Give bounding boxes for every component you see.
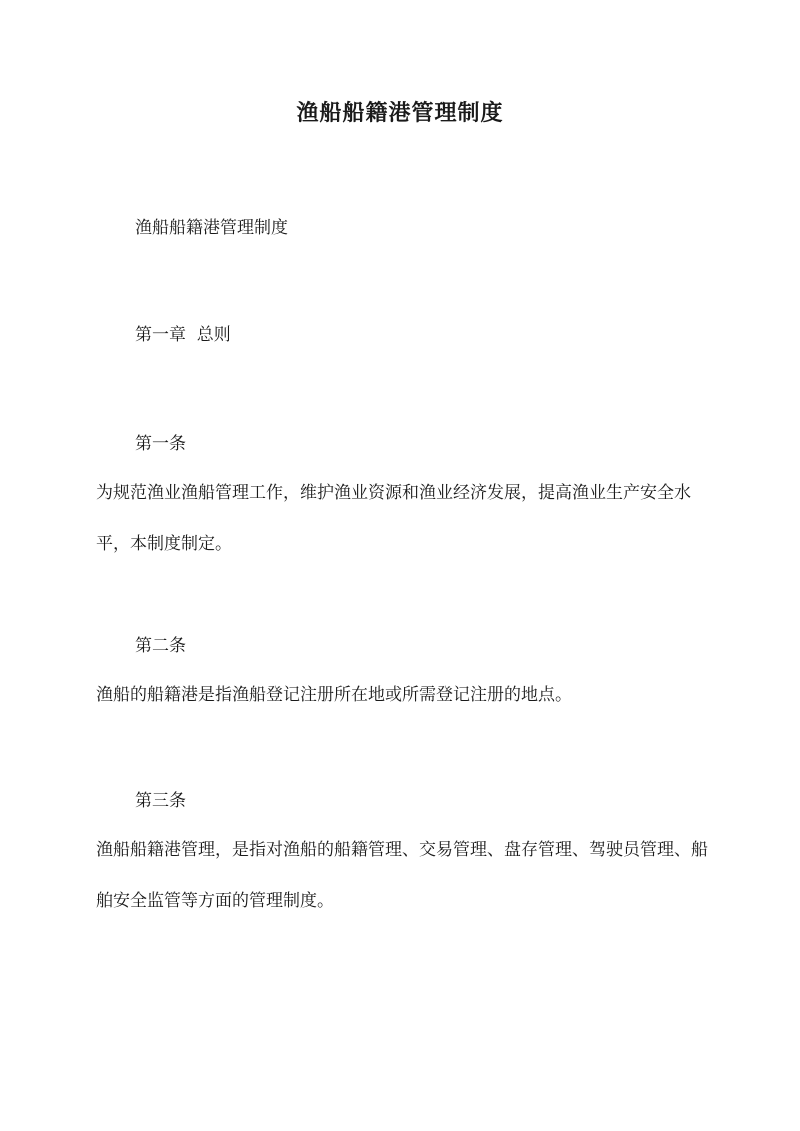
article-3-heading: 第三条 <box>135 791 186 811</box>
article-1-text: 为规范渔业渔船管理工作，维护渔业资源和渔业经济发展，提高渔业生产安全水平，本制度制定。 <box>96 483 691 554</box>
article-2-heading: 第二条 <box>135 636 186 656</box>
document-title: 渔船船籍港管理制度 <box>296 100 504 126</box>
article-1-heading: 第一条 <box>135 434 186 454</box>
chapter-heading: 第一章 总则 <box>135 325 231 345</box>
document-subtitle: 渔船船籍港管理制度 <box>135 218 288 238</box>
article-3-text: 渔船船籍港管理，是指对渔船的船籍管理、交易管理、盘存管理、驾驶员管理、船舶安全监管等方面的管理制度。 <box>96 840 708 911</box>
article-2-text: 渔船的船籍港是指渔船登记注册所在地或所需登记注册的地点。 <box>96 685 572 705</box>
